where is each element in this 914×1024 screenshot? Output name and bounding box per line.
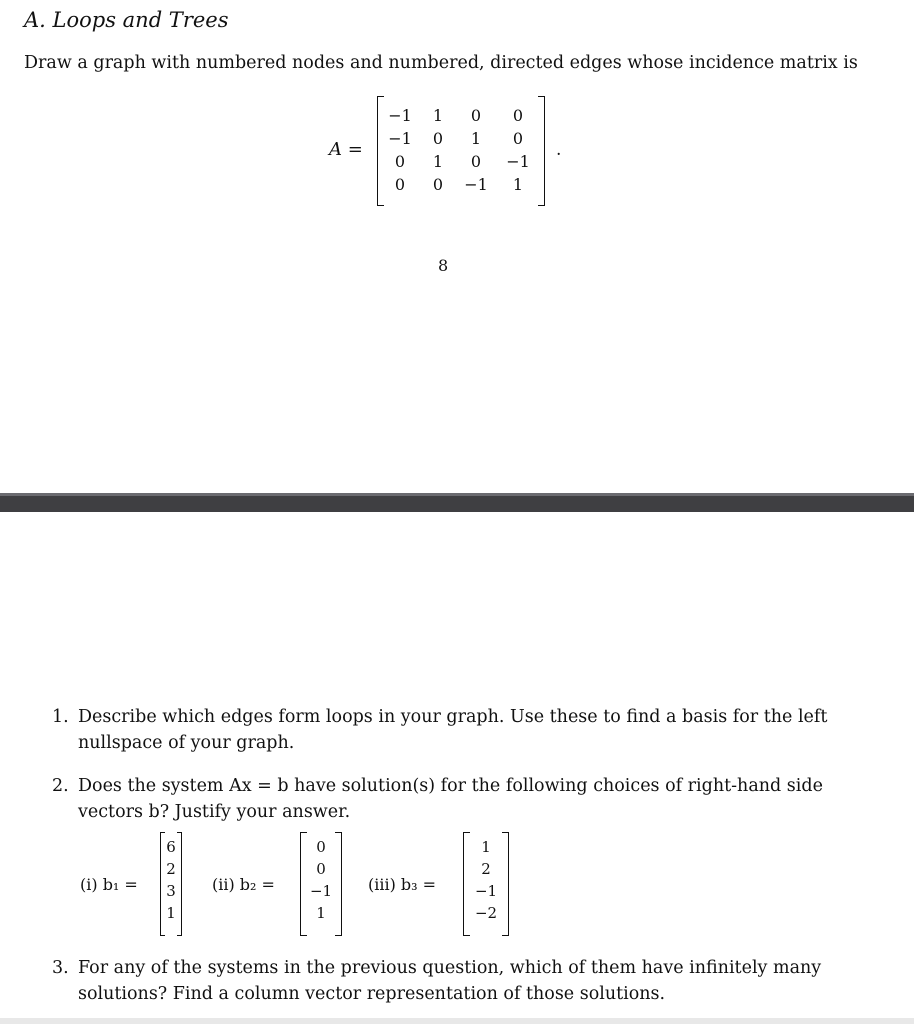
vector-b1 [160,832,182,936]
matrix-period: . [556,140,562,160]
matrix-cell: 1 [432,152,444,171]
vector-entry: 2 [481,860,491,878]
question-1 [52,704,882,758]
question-3 [52,955,882,1009]
vector-entry: 1 [316,904,326,922]
vector-entry: 3 [166,882,176,900]
question-text: Describe which edges form loops in your graph. Use these to find a basis for the left nullspace of your graph. [78,707,828,753]
vector-label-1: (i) b₁ = [80,875,138,894]
matrix-cell: 0 [470,152,482,171]
vector-b3 [463,832,509,936]
vector-entry: 1 [166,904,176,922]
matrix-cell: 0 [432,129,444,148]
page-divider-highlight [0,493,914,496]
matrix-cell: 0 [470,106,482,125]
matrix-grid [381,104,541,196]
page-number: 8 [438,256,449,275]
vector-entry: 1 [481,838,491,856]
bottom-edge [0,1018,914,1024]
matrix-cell: 0 [394,175,406,194]
matrix-cell: −1 [388,129,412,148]
vector-label-3: (iii) b₃ = [368,875,437,894]
vector-entry: 0 [316,838,326,856]
vector-entry: −1 [309,882,333,900]
vector-values [162,836,180,924]
section-title: A. Loops and Trees [24,8,229,32]
vector-values [466,836,506,924]
matrix-label: A = [329,139,363,160]
matrix-cell: 1 [470,129,482,148]
vector-entry: −1 [474,882,498,900]
question-number: 2. [52,776,69,796]
matrix-cell: 1 [432,106,444,125]
matrix-cell: 1 [512,175,524,194]
vector-entry: 6 [166,838,176,856]
matrix-cell: 0 [512,129,524,148]
vector-entry: −2 [474,904,498,922]
vector-label-2: (ii) b₂ = [212,875,275,894]
vector-entry: 2 [166,860,176,878]
matrix-cell: −1 [464,175,488,194]
question-text: For any of the systems in the previous question, which of them have infinitely many solutions? Find a column vector representation of those solutions. [78,958,822,1004]
vector-values [303,836,339,924]
question-text: Does the system Ax = b have solution(s) for the following choices of right-hand side vectors b? Justify your answer. [78,776,823,822]
matrix-cell: 0 [432,175,444,194]
vector-b2 [300,832,342,936]
question-number: 3. [52,958,69,978]
vector-entry: 0 [316,860,326,878]
matrix-cell: 0 [512,106,524,125]
question-number: 1. [52,707,69,727]
matrix-cell: 0 [394,152,406,171]
matrix-cell: −1 [506,152,530,171]
matrix-cell: −1 [388,106,412,125]
question-2 [52,773,882,827]
incidence-matrix [377,96,545,206]
intro-text: Draw a graph with numbered nodes and numbered, directed edges whose incidence matrix is [24,53,858,73]
